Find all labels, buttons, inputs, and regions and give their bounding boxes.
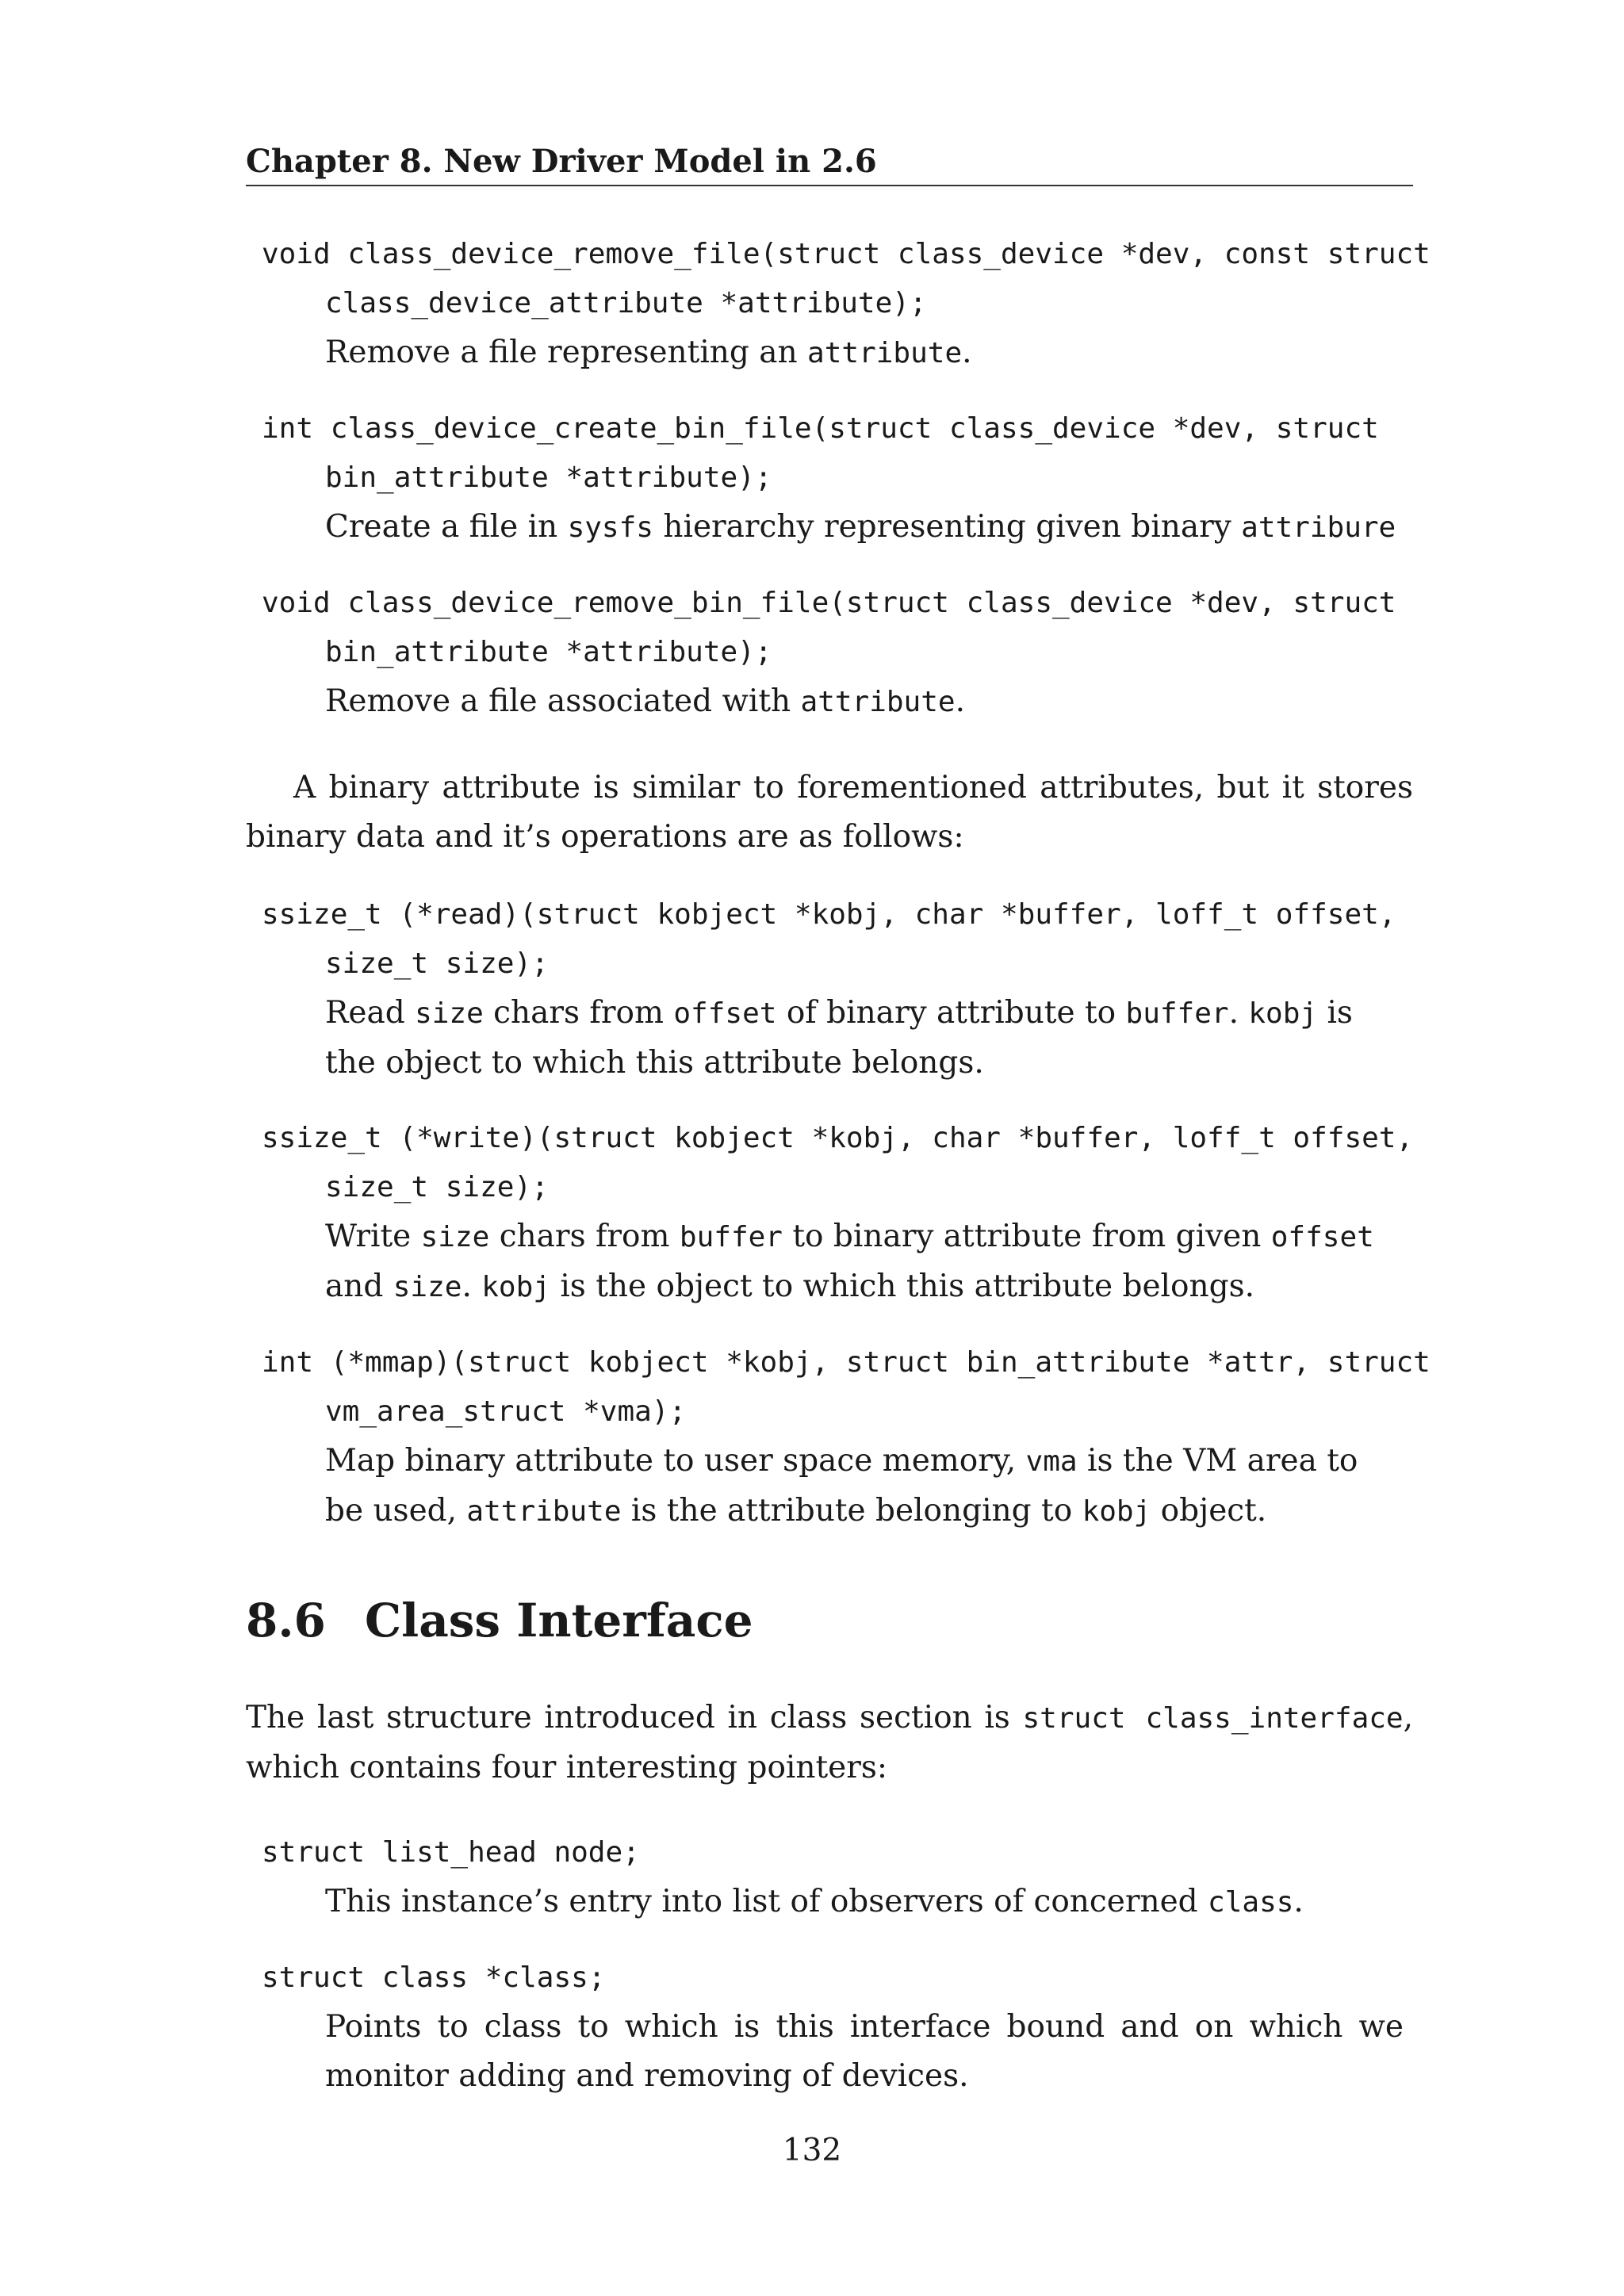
operation-description: Map binary attribute to user space memory, vma is the VM area to be used, attribute is the attribute belonging to kobj object. [325,1443,1358,1529]
member-description: This instance’s entry into list of observers of concerned class. [325,1884,1304,1919]
operation-entry [262,890,1404,1088]
section-heading [246,1594,753,1647]
operation-signature: int (*mmap)(struct kobject *kobj, struct bin_attribute *attr, struct [262,1346,1431,1379]
function-description: Remove a file associated with attribute. [325,683,965,719]
function-signature: int class_device_create_bin_file(struct class_device *dev, struct [262,412,1379,445]
operation-signature-continued: size_t size); [325,1171,549,1203]
operation-signature-continued: size_t size); [325,947,549,980]
member-declaration: struct list_head node; [262,1836,640,1869]
body-paragraph: The last structure introduced in class section is struct class_interface, which contains four interesting pointers: [246,1700,1414,1785]
operation-entry [262,1338,1431,1536]
operation-description: Read size chars from offset of binary attribute to buffer. kobj is the object to which this attribute belongs. [325,995,1353,1081]
section-title: Class Interface [365,1594,753,1647]
operation-signature: ssize_t (*write)(struct kobject *kobj, char *buffer, loff_t offset, [262,1122,1414,1154]
running-header: Chapter 8. New Driver Model in 2.6 [246,143,1413,186]
page-number: 132 [782,2133,842,2168]
function-signature-continued: bin_attribute *attribute); [325,636,772,668]
function-description: Create a file in sysfs hierarchy representing given binary attribure [325,509,1396,545]
member-entry [262,1954,1404,2101]
member-description: Points to class to which is this interface bound and on which we monitor adding and removing of devices. [325,2009,1404,2094]
function-signature-continued: class_device_attribute *attribute); [325,287,927,320]
body-paragraph: A binary attribute is similar to forementioned attributes, but it stores binary data and it’s operations are as follows: [246,770,1413,855]
function-description: Remove a file representing an attribute. [325,335,972,370]
function-entry [262,404,1404,553]
function-entry [262,579,1404,727]
operation-entry [262,1114,1414,1312]
operation-signature-continued: vm_area_struct *vma); [325,1395,687,1428]
function-signature: void class_device_remove_bin_file(struct class_device *dev, struct [262,587,1396,619]
operation-signature: ssize_t (*read)(struct kobject *kobj, char *buffer, loff_t offset, [262,898,1396,931]
member-declaration: struct class *class; [262,1961,606,1994]
function-signature-continued: bin_attribute *attribute); [325,461,772,494]
function-entry [262,230,1431,378]
member-entry [262,1828,1404,1927]
operation-description: Write size chars from buffer to binary attribute from given offset and size. kobj is the object to which this attribute belongs. [325,1219,1374,1304]
section-number: 8.6 [246,1594,326,1647]
function-signature: void class_device_remove_file(struct class_device *dev, const struct [262,238,1431,270]
